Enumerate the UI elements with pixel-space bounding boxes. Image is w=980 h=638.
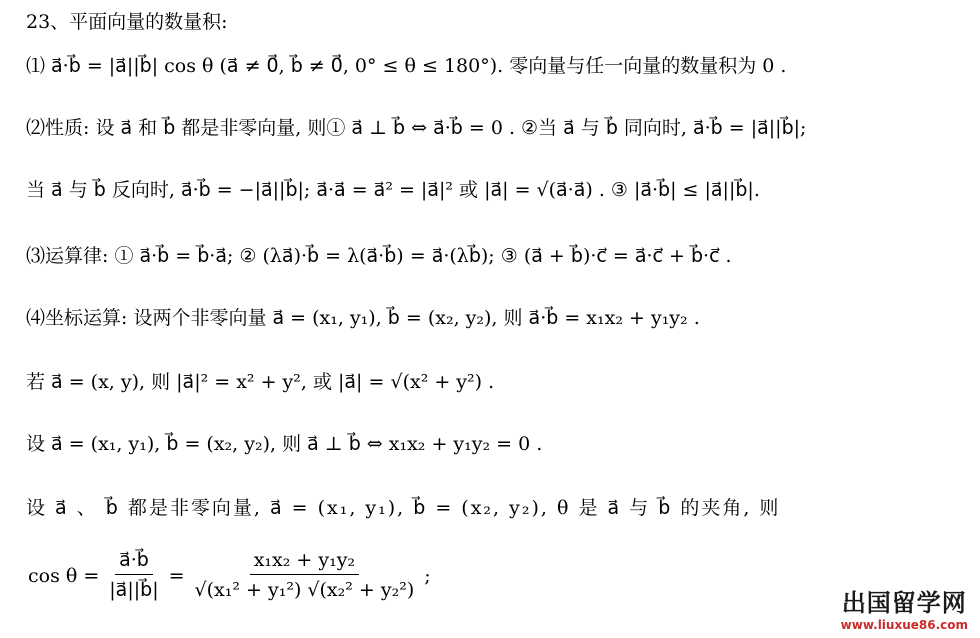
magnitude-line: 若 a⃗ = (x, y), 则 |a⃗|² = x² + y², 或 |a⃗| = √(x² + y²) . bbox=[26, 371, 495, 393]
property-line-2: 当 a⃗ 与 b⃗ 反向时, a⃗·b⃗ = −|a⃗||b⃗|; a⃗·a⃗ = a⃗² = |a⃗|² 或 |a⃗| = √(a⃗·a⃗) . ③ |a⃗·b⃗| ≤ |a⃗||b⃗|. bbox=[26, 179, 760, 201]
fraction-coordinate bbox=[191, 548, 419, 603]
fraction-vector-numerator: a⃗·b⃗ bbox=[115, 548, 153, 575]
fraction-vector bbox=[105, 548, 162, 603]
watermark-title: 出国留学网 bbox=[841, 589, 967, 617]
section-heading: 23、平面向量的数量积: bbox=[26, 11, 228, 33]
formula-end: ; bbox=[424, 564, 431, 587]
formula-lhs: cos θ = bbox=[28, 564, 100, 587]
operation-laws-line: ⑶运算律: ① a⃗·b⃗ = b⃗·a⃗; ② (λa⃗)·b⃗ = λ(a⃗·b⃗) = a⃗·(λb⃗); ③ (a⃗ + b⃗)·c⃗ = a⃗·c⃗ + b⃗·c⃗ . bbox=[26, 245, 732, 267]
fraction-coordinate-numerator: x₁x₂ + y₁y₂ bbox=[250, 548, 359, 575]
fraction-vector-denominator: |a⃗||b⃗| bbox=[109, 579, 159, 601]
site-watermark bbox=[841, 583, 968, 632]
coordinate-line: ⑷坐标运算: 设两个非零向量 a⃗ = (x₁, y₁), b⃗ = (x₂, y₂), 则 a⃗·b⃗ = x₁x₂ + y₁y₂ . bbox=[26, 307, 700, 329]
definition-line: ⑴ a⃗·b⃗ = |a⃗||b⃗| cos θ (a⃗ ≠ 0⃗, b⃗ ≠ 0⃗, 0° ≤ θ ≤ 180°). 零向量与任一向量的数量积为 0 . bbox=[26, 55, 787, 77]
formula-equals: = bbox=[168, 564, 185, 587]
property-line-1: ⑵性质: 设 a⃗ 和 b⃗ 都是非零向量, 则① a⃗ ⊥ b⃗ ⇔ a⃗·b⃗ = 0 . ②当 a⃗ 与 b⃗ 同向时, a⃗·b⃗ = |a⃗||b⃗|; bbox=[26, 117, 807, 139]
watermark-url: www.liuxue86.com bbox=[840, 618, 968, 632]
angle-line: 设 a⃗ 、 b⃗ 都是非零向量, a⃗ = (x₁, y₁), b⃗ = (x₂, y₂), θ 是 a⃗ 与 b⃗ 的夹角, 则 bbox=[26, 497, 781, 519]
perpendicular-line: 设 a⃗ = (x₁, y₁), b⃗ = (x₂, y₂), 则 a⃗ ⊥ b⃗ ⇔ x₁x₂ + y₁y₂ = 0 . bbox=[26, 433, 543, 455]
cosine-formula bbox=[28, 548, 431, 603]
fraction-coordinate-denominator: √(x₁² + y₁²) √(x₂² + y₂²) bbox=[194, 579, 415, 601]
